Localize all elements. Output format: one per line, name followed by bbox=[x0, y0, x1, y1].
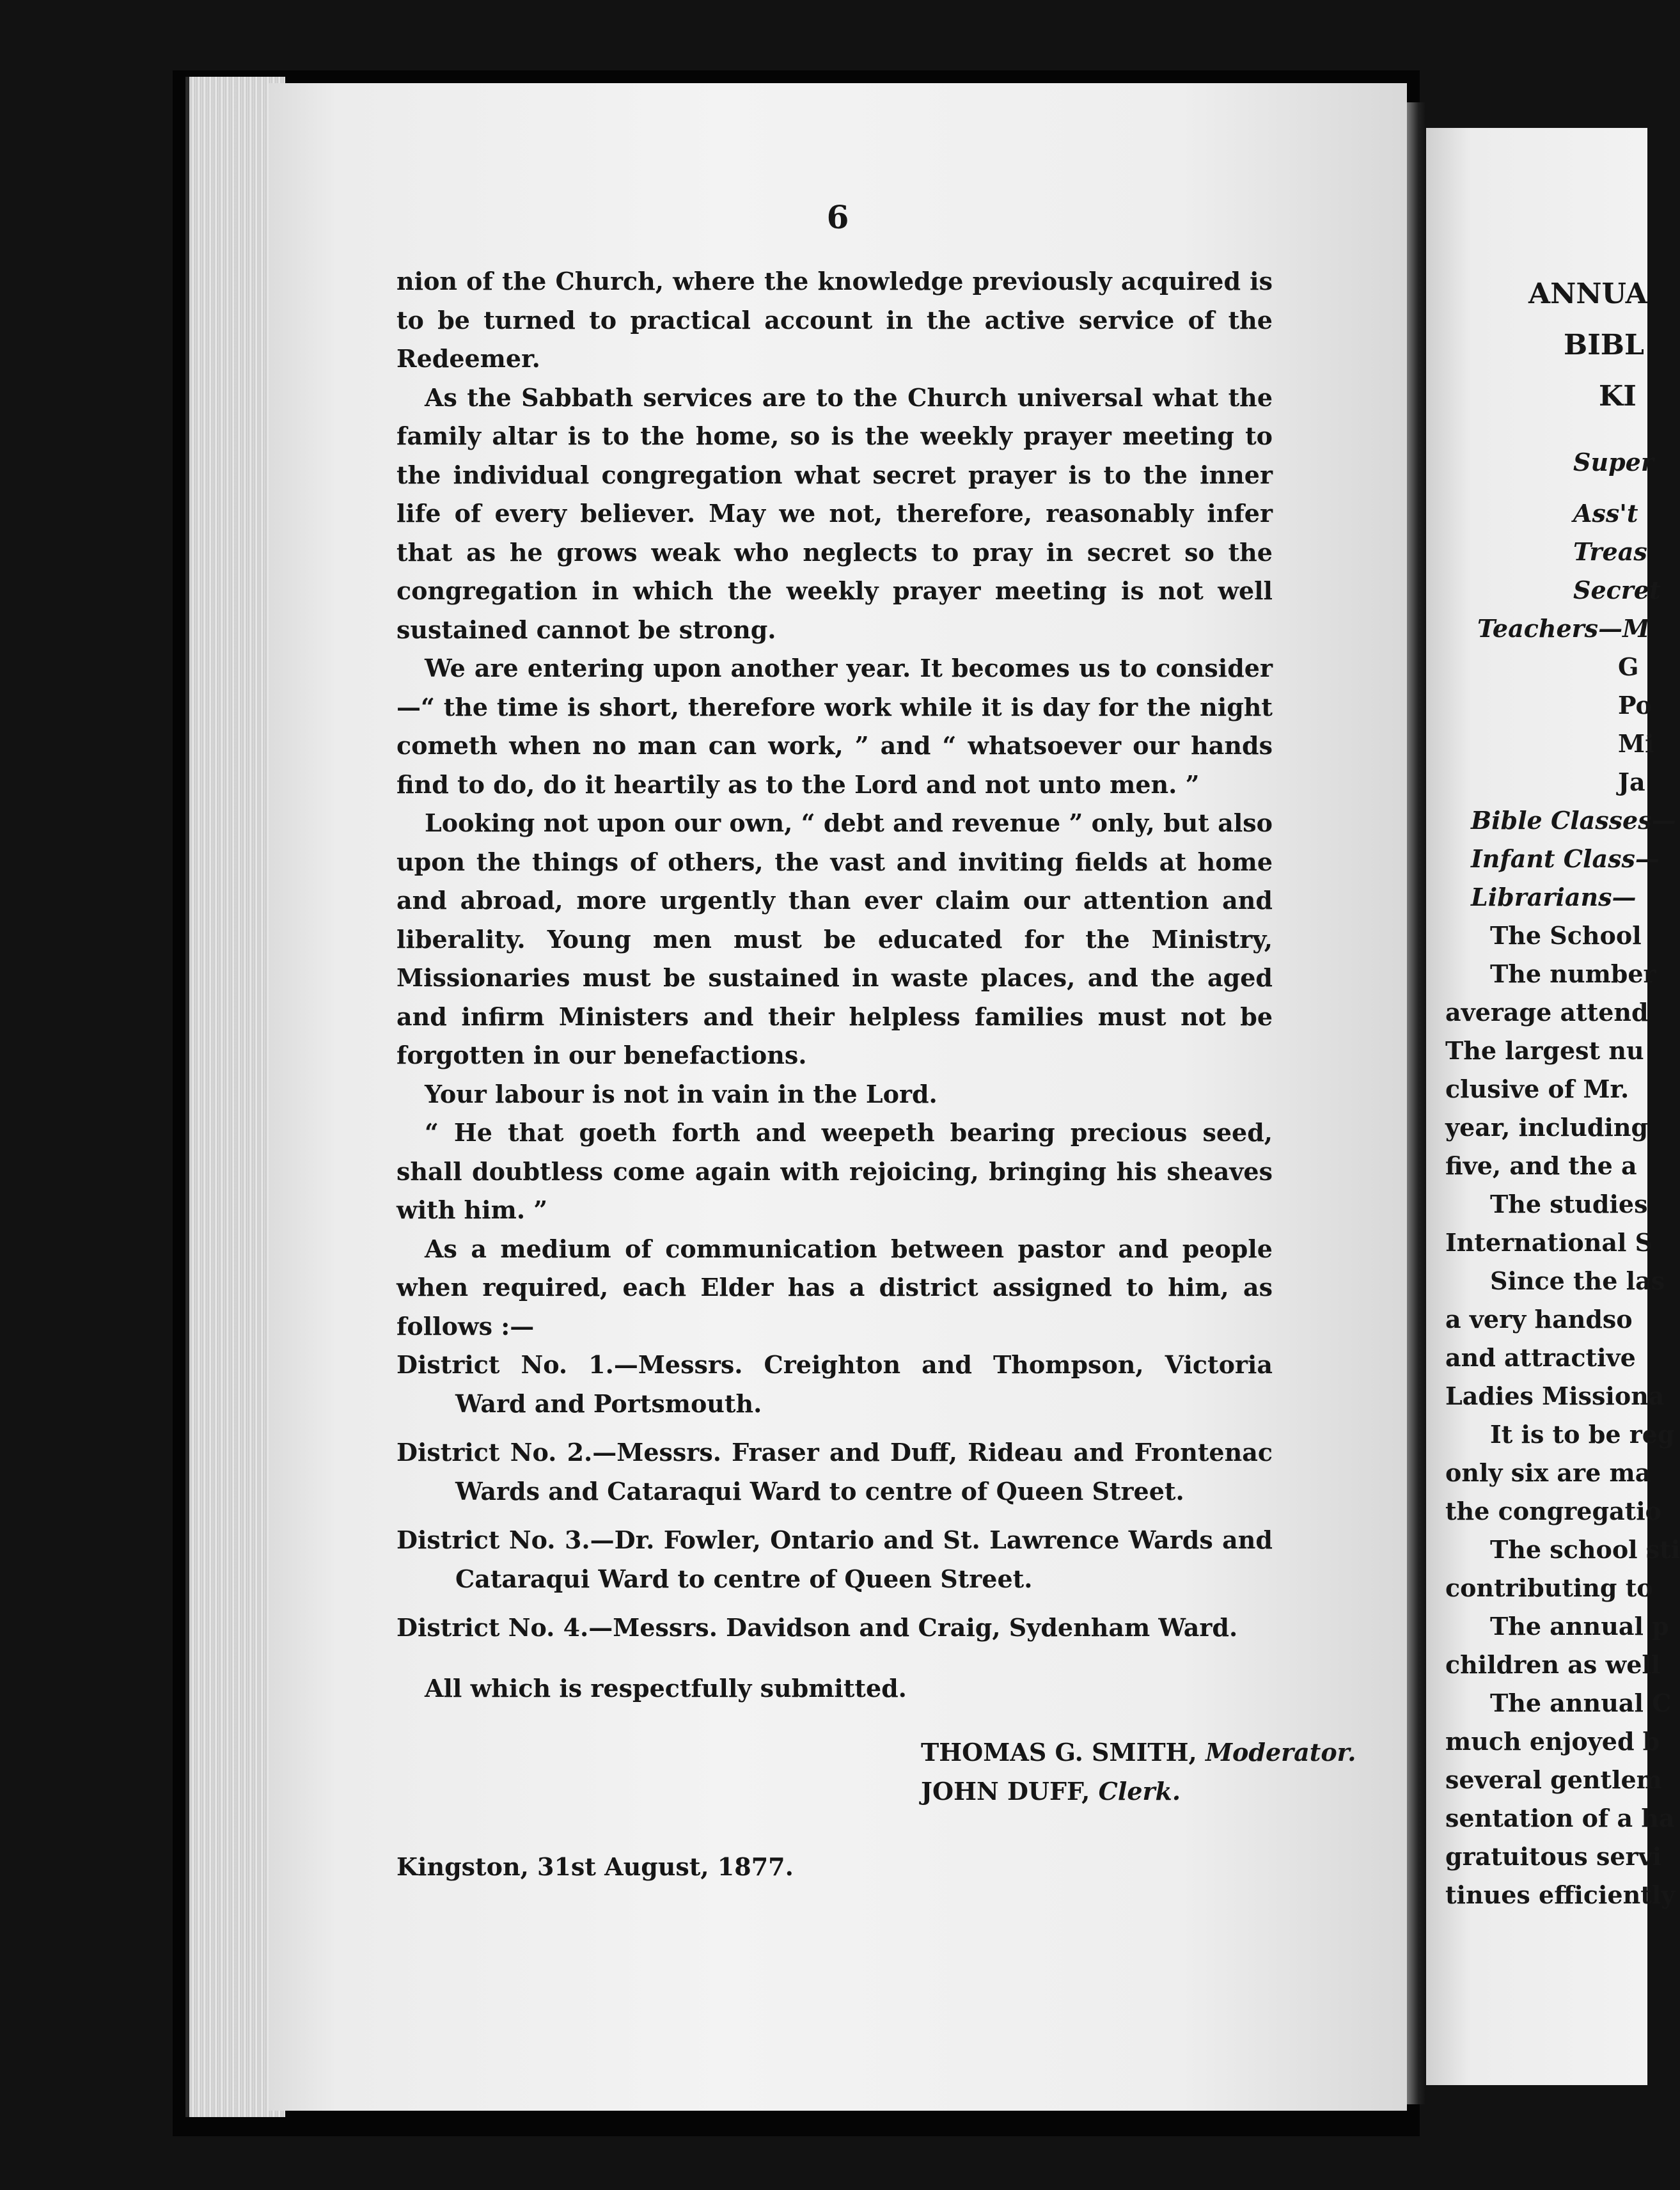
right-page-line: contributing to bbox=[1445, 1573, 1653, 1602]
body-text bbox=[396, 262, 1356, 1887]
right-page-line: gratuitous servi bbox=[1445, 1842, 1662, 1871]
right-page-line: Secret bbox=[1573, 576, 1661, 604]
right-page-line: G bbox=[1618, 652, 1639, 681]
paragraph-another-year: We are entering upon another year. It becomes us to consider—“ the time is short, therefore work while it is day for the night cometh when no man can work, ” and “ whatsoever our hands find to do, do it heartily as to the Lord and not unto men. ” bbox=[396, 654, 1273, 799]
right-page-line: The school sti bbox=[1490, 1535, 1680, 1564]
right-page-line: Super bbox=[1573, 448, 1654, 477]
right-page-line: sentation of a ha bbox=[1445, 1804, 1675, 1832]
paragraph-districts-intro: As a medium of communication between pastor and people when required, each Elder has a district assigned to him, as follows :— bbox=[396, 1234, 1273, 1341]
right-page-line: The annual C bbox=[1490, 1689, 1672, 1717]
right-page-line: a very handso bbox=[1445, 1305, 1633, 1334]
clerk-name: JOHN DUFF, bbox=[921, 1776, 1090, 1806]
district-1: District No. 1.—Messrs. Creighton and Thompson, Victoria Ward and Portsmouth. bbox=[396, 1350, 1273, 1418]
district-2: District No. 2.—Messrs. Fraser and Duff, Rideau and Frontenac Wards and Cataraqui Ward to centre of Queen Street. bbox=[396, 1438, 1273, 1506]
right-page-line: year, including bbox=[1445, 1113, 1649, 1142]
right-page-line: much enjoyed b bbox=[1445, 1727, 1660, 1756]
paragraph-scripture-quote: “ He that goeth forth and weepeth bearing precious seed, shall doubtless come again with rejoicing, bringing his sheaves with him. ” bbox=[396, 1118, 1273, 1224]
right-page-line: the congregatio bbox=[1445, 1497, 1661, 1525]
right-page-line: and attractive bbox=[1445, 1343, 1636, 1372]
district-3: District No. 3.—Dr. Fowler, Ontario and St. Lawrence Wards and Cataraqui Ward to centre of Queen Street. bbox=[396, 1525, 1273, 1593]
heading-line-3: KI bbox=[1599, 380, 1637, 413]
right-page-line: children as well bbox=[1445, 1650, 1661, 1679]
right-page-line: Ladies Missiona bbox=[1445, 1382, 1665, 1410]
paragraph-labour: Your labour is not in vain in the Lord. bbox=[425, 1079, 938, 1108]
right-page-line: average attend bbox=[1445, 998, 1649, 1027]
right-page-line: International S bbox=[1445, 1228, 1653, 1257]
right-page-line: Po bbox=[1618, 691, 1652, 720]
right-page-line: Ja bbox=[1618, 768, 1645, 796]
right-page-line: Ass't bbox=[1573, 499, 1638, 528]
right-page-line: Mi bbox=[1618, 729, 1654, 758]
right-page-line: It is to be reg bbox=[1490, 1420, 1675, 1449]
moderator-name: THOMAS G. SMITH, bbox=[921, 1738, 1197, 1767]
right-page-line: Since the las bbox=[1490, 1266, 1665, 1295]
signatures bbox=[396, 1733, 1356, 1811]
right-page-line: only six are ma bbox=[1445, 1458, 1651, 1487]
right-page-line: tinues efficiently bbox=[1445, 1880, 1676, 1909]
paragraph-sabbath-services: As the Sabbath services are to the Church universal what the family altar is to the home, so is the weekly prayer meeting to the individual congregation what secret prayer is to the inner life of every believer. May we not, therefore, reasonably infer that as he grows weak who neglects to pray in secret so the congregation in which the weekly prayer meeting is not well sustained cannot be strong. bbox=[396, 382, 1273, 644]
heading-line-2: BIBL bbox=[1564, 329, 1644, 361]
paragraph-continuation: nion of the Church, where the knowledge previously acquired is to be turned to practical account in the active service of the Redeemer. bbox=[396, 267, 1273, 373]
page-number: 6 bbox=[826, 198, 849, 236]
signature-clerk bbox=[921, 1772, 1273, 1811]
right-page-line: clusive of Mr. bbox=[1445, 1075, 1629, 1103]
right-page-line: The number bbox=[1490, 959, 1656, 988]
right-page-line: Treas bbox=[1573, 537, 1647, 566]
place-and-date: Kingston, 31st August, 1877. bbox=[396, 1852, 794, 1881]
district-4: District No. 4.—Messrs. Davidson and Craig, Sydenham Ward. bbox=[396, 1613, 1238, 1642]
right-page-line: The studies bbox=[1490, 1190, 1648, 1218]
left-page bbox=[269, 83, 1407, 2111]
right-page-line: five, and the a bbox=[1445, 1151, 1637, 1180]
right-page-line: several gentlem bbox=[1445, 1765, 1662, 1794]
clerk-role: Clerk. bbox=[1098, 1776, 1181, 1806]
signature-moderator bbox=[921, 1733, 1356, 1772]
moderator-role: Moderator. bbox=[1205, 1738, 1356, 1767]
heading-line-1: ANNUA bbox=[1528, 278, 1647, 310]
right-page bbox=[1426, 128, 1680, 2085]
closing-line: All which is respectfully submitted. bbox=[425, 1673, 907, 1703]
right-page-line: The largest nu bbox=[1445, 1036, 1644, 1065]
right-page-line: The School bbox=[1490, 921, 1642, 950]
right-page-line: Teachers—M bbox=[1477, 614, 1650, 643]
right-page-line: Librarians— bbox=[1471, 883, 1637, 911]
right-page-line: Infant Class— bbox=[1471, 844, 1660, 873]
book-gutter bbox=[1407, 102, 1426, 2104]
paragraph-debt-and-revenue: Looking not upon our own, “ debt and revenue ” only, but also upon the things of others, the vast and inviting fields at home and abroad, more urgently than ever claim our attention and liberality. Young men must be educated for the Ministry, Missionaries must be sustained in waste places, and the aged and infirm Ministers and their helpless families must not be forgotten in our benefactions. bbox=[396, 808, 1273, 1069]
right-page-line: The annual p bbox=[1490, 1612, 1669, 1641]
right-page-line: Bible Classes— bbox=[1471, 806, 1676, 835]
